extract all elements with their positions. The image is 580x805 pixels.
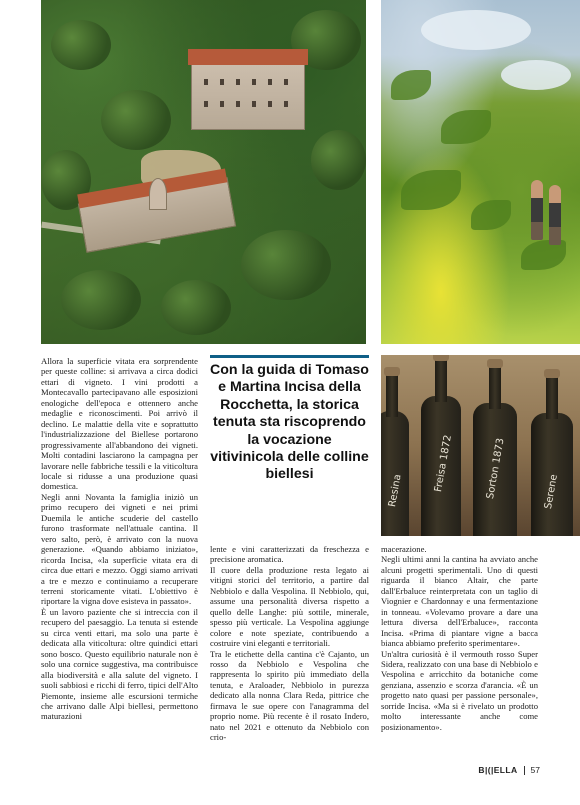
bottle: Sorton 1873 — [473, 403, 517, 536]
aerial-castle-photo — [41, 0, 366, 344]
paragraph: macerazione. — [381, 544, 427, 554]
page-number: 57 — [530, 765, 540, 775]
bottle: Serene — [531, 413, 573, 536]
paragraph: È un lavoro paziente che si intreccia con il recupero del paesaggio. La tenuta si estende su circa venti ettari, ma solo una parte è dedicata alla viticoltura: oltre quindici ettari sono bosco. Questo equilibrio naturale non è solo una cornice suggestiva, ma contribuisce alla biodiversità e alla salute del vigneto. I suoli sabbiosi e ricchi di ferro, tipici dell'Alto Piemonte, insieme alle escursioni termiche che arrivano dalle Alpi biellesi, permettono maturazioni — [41, 606, 198, 722]
vineyard-worker — [549, 185, 561, 245]
magazine-logo: B|(|ELLA — [478, 765, 518, 775]
old-bottles-photo — [381, 355, 580, 536]
article-column-middle — [210, 544, 369, 774]
castle-main-building — [191, 58, 305, 130]
paragraph: lente e vini caratterizzati da freschezza e precisione aromatica. — [210, 544, 369, 565]
page-footer — [478, 765, 540, 775]
paragraph: Negli anni Novanta la famiglia iniziò un primo recupero dei vigneti e nei primi Duemila le antiche scuderie del castello furono trasformate nell'attuale cantina. Il vero salto, però, è arrivato con la nuova generazione. «Quando abbiamo iniziato», ricorda Incisa, «la superficie vitata era di circa due ettari e mezzo. Oggi siamo arrivati a tre e mezzo e continuiamo a recuperare terreni storicamente vitati. L'obiettivo è riportare la vigna dove esisteva in passato». — [41, 491, 198, 607]
article-column-right — [381, 544, 538, 774]
pull-quote: Con la guida di Tomaso e Martina Incisa della Rocchetta, la storica tenuta sta riscoprendo la vocazione vitivinicola delle colline biellesi — [210, 355, 369, 484]
article-column-left — [41, 356, 198, 771]
bottle: Resina — [381, 411, 409, 536]
paragraph: Un'altra curiosità è il vermouth rosso Super Sidera, realizzato con una base di Nebbiolo e Vespolina e arricchito da botaniche come genziana, assenzio e scorza d'arancia. «È un progetto nato quasi per passione personale», sorride Incisa. «Ma si è rivelato un prodotto molto interessante anche come posizionamento». — [381, 648, 538, 732]
paragraph: Il cuore della produzione resta legato ai vitigni storici del territorio, a partire dal Nebbiolo e dalla Vespolina. Il Nebbiolo, qui, assume una personalità diversa rispetto a quello delle Langhe: più sottile, minerale, spesso più verticale. La Vespolina aggiunge colore e note speziate, contribuendo a costruire vini eleganti e territoriali. — [210, 564, 369, 649]
vineyard-worker — [531, 180, 543, 240]
castle-tower — [149, 178, 167, 210]
paragraph: Allora la superficie vitata era sorprendente per queste colline: si arrivava a circa dodici ettari di vigneto. I vini prodotti a Montecavallo partecipavano alle esposizioni enologiche dell'epoca e ottennero anche medaglie e riconoscimenti. Poi arrivò il declino. Le malattie della vite e soprattutto l'industrializzazione del Biellese portarono progressivamente all'abbandono dei vigneti. Molti contadini lasciarono la campagna per lavorare nelle fabbriche tessili e la viticoltura locale si ridusse a una produzione quasi domestica. — [41, 356, 198, 492]
footer-divider — [524, 766, 525, 775]
vineyard-workers-photo — [381, 0, 580, 344]
bottle: Freisa 1872 — [421, 396, 461, 536]
paragraph: Negli ultimi anni la cantina ha avviato anche alcuni progetti sperimentali. Uno di questi riguarda il bianco Altair, che parte dall'Erbaluce reinterpretata con un taglio di Viognier e Chardonnay e una fermentazione in tonneau. «Volevamo provare a dare una lettura diversa dell'Erbaluce», racconta Incisa. «Prima di piantare vigne a bacca bianca abbiamo preferito sperimentare». — [381, 554, 538, 649]
paragraph: Tra le etichette della cantina c'è Cajanto, un rosso da Nebbiolo e Vespolina che rappresenta lo spirito più immediato della tenuta, e Araloader, Nebbiolo in purezza dedicato alla nonna Clara Reda, pittrice che firmava le sue opere con l'anagramma del proprio nome. Più recente è il rosato Indero, nato nel 2021 e ottenuto da Nebbiolo con crio- — [210, 648, 369, 743]
